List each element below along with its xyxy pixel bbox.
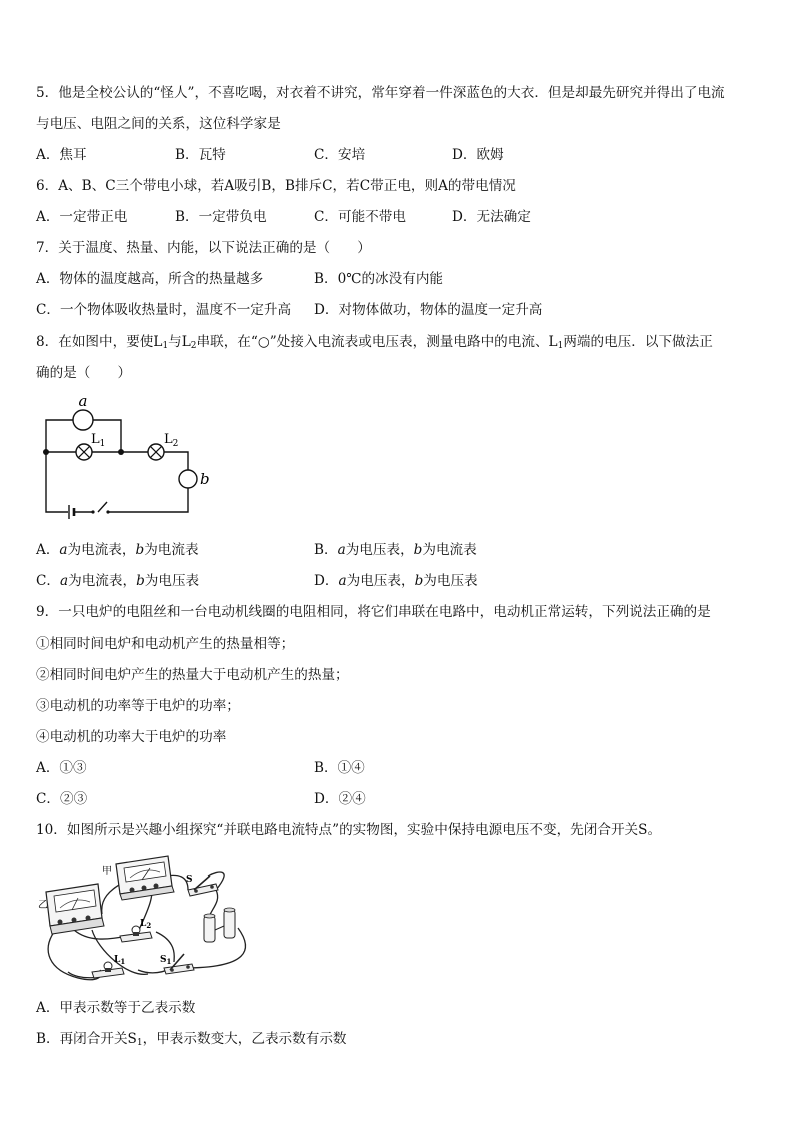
q8-option-c: C．a为电流表，b为电压表	[36, 573, 200, 589]
q7-stem: 7．关于温度、热量、内能，以下说法正确的是（ ）	[36, 240, 371, 256]
label-s: S	[186, 875, 193, 885]
ammeter-jia-icon	[116, 856, 174, 900]
junction-right	[118, 449, 124, 455]
q6-option-c: C．可能不带电	[314, 209, 406, 225]
ammeter-yi-icon	[46, 884, 104, 934]
q8-option-b: B．a为电压表，b为电流表	[314, 542, 477, 558]
q9-option-a: A．①③	[36, 760, 87, 776]
switch-pivot-icon	[91, 510, 94, 513]
q8-option-a: A．a为电流表，b为电流表	[36, 542, 199, 558]
q9-option-d: D．②④	[314, 791, 366, 807]
meter-a-circle	[73, 410, 93, 430]
switch-contact-icon	[106, 510, 109, 513]
q8-stem-line2: 确的是（ ）	[36, 365, 132, 381]
q5-stem-line1: 5．他是全校公认的“怪人”，不喜吃喝，对衣着不讲究，常年穿着一件深蓝色的大衣．但是却最先研究并得出了电流	[36, 85, 725, 101]
q9-stem: 9．一只电炉的电阻丝和一台电动机线圈的电阻相同，将它们串联在电路中，电动机正常运转，下列说法正确的是	[36, 604, 711, 620]
lamp-l1-label: $L_1$	[91, 432, 106, 449]
lamp-l2-label: $L_2$	[164, 432, 179, 449]
q10-option-a: A．甲表示数等于乙表示数	[36, 1000, 196, 1016]
q6-stem: 6．A、B、C三个带电小球，若A吸引B，B排斥C，若C带正电，则A的带电情况	[36, 178, 516, 194]
q9-statement-3: ③电动机的功率等于电炉的功率；	[36, 698, 240, 714]
meter-b-circle	[179, 470, 197, 488]
battery-icon	[69, 505, 74, 519]
label-l2: $L_2$	[140, 919, 152, 930]
lamp-l1-symbol	[76, 444, 92, 460]
q9-statement-2: ②相同时间电炉产生的热量大于电动机产生的热量；	[36, 667, 349, 683]
battery-cells-icon	[204, 908, 235, 942]
q9-option-c: C．②③	[36, 791, 88, 807]
q6-option-d: D．无法确定	[452, 209, 531, 225]
meter-b-label: b	[200, 470, 210, 488]
q7-option-b: B．0℃的冰没有内能	[314, 271, 444, 287]
q7-option-c: C．一个物体吸收热量时，温度不一定升高	[36, 302, 292, 318]
q9-option-b: B．①④	[314, 760, 365, 776]
meter-a-label: a	[78, 392, 88, 410]
label-yi: 乙	[38, 900, 48, 911]
junction-left	[43, 449, 49, 455]
q6-option-a: A．一定带正电	[36, 209, 128, 225]
q7-option-d: D．对物体做功，物体的温度一定升高	[314, 302, 543, 318]
q10-stem: 10．如图所示是兴趣小组探究“并联电路电流特点”的实物图，实验中保持电源电压不变，先闭合开关S。	[36, 822, 662, 838]
q5-option-b: B．瓦特	[175, 147, 226, 163]
q7-option-a: A．物体的温度越高，所含的热量越多	[36, 271, 264, 287]
label-s1: $S_1$	[160, 955, 172, 966]
q8-circuit-diagram	[36, 392, 226, 524]
q8-option-d: D．a为电压表，b为电压表	[314, 573, 478, 589]
lamp-l2-symbol	[148, 444, 164, 460]
q5-option-c: C．安培	[314, 147, 366, 163]
q5-option-d: D．欧姆	[452, 147, 504, 163]
q5-option-a: A．焦耳	[36, 147, 87, 163]
label-jia: 甲	[102, 866, 112, 877]
switch-s-icon	[188, 876, 218, 896]
q5-stem-line2: 与电压、电阻之间的关系，这位科学家是	[36, 116, 281, 132]
q10-apparatus-figure	[38, 850, 278, 985]
q6-option-b: B．一定带负电	[175, 209, 267, 225]
label-l1: $L_1$	[114, 955, 126, 966]
q8-stem-line1: 8．在如图中，要使$L_1$与$L_2$串联，在“○”处接入电流表或电压表，测量电路中的电流、$L_1$两端的电压．以下做法正	[36, 334, 713, 351]
q10-option-b: B．再闭合开关$S_1$，甲表示数变大，乙表示数有示数	[36, 1031, 347, 1048]
q9-statement-1: ①相同时间电炉和电动机产生的热量相等；	[36, 636, 295, 652]
q9-statement-4: ④电动机的功率大于电炉的功率	[36, 729, 227, 745]
